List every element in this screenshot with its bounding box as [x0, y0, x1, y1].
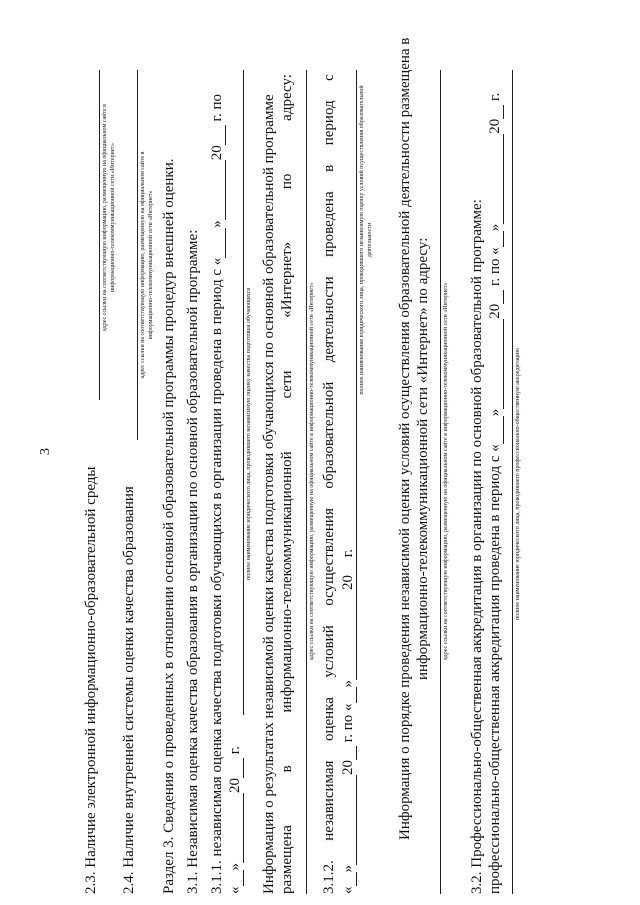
- blank-month: [341, 775, 357, 865]
- blank-day: [341, 873, 357, 887]
- quote-close: »: [340, 865, 356, 873]
- blank-year-2: [488, 105, 504, 119]
- quote-open: «: [340, 886, 356, 894]
- word: адресу:: [279, 74, 295, 121]
- item-3-1-1-text: 3.1.1. независимая оценка качества подготовки обучающихся в организации проведена в период с «: [209, 257, 225, 894]
- caption-2-3: адрес ссылки на соответствующую информацию, размещенную на официальном сайте в информационно-телекоммуникационной сети «Интернет»: [102, 104, 116, 332]
- word: независимая: [321, 760, 337, 841]
- date-to-label: г. по: [209, 93, 225, 122]
- caption-3-2: полное наименование юридического лица, проводившего профессионально-общественную аккредитацию: [515, 348, 521, 620]
- word: образовательной: [321, 381, 337, 489]
- year-prefix: 20: [487, 303, 503, 319]
- quote-close-2: »: [227, 863, 243, 871]
- year-suffix: г.: [340, 549, 356, 558]
- quote-open: «: [227, 886, 243, 894]
- quote-close-2: »: [340, 680, 356, 688]
- blank-day-2: [488, 231, 504, 247]
- caption-3-1-1: полное наименование юридического лица, проводившего независимую оценку качества подготовки обучающихся: [246, 287, 252, 580]
- item-3-1-1-line1: [210, 94, 226, 894]
- blank-month-2: [228, 793, 244, 863]
- word: по: [279, 173, 295, 190]
- info-results-line1: Информация о результатах независимой оценки качества подготовки обучающихся по основной образовательной программе: [261, 94, 277, 894]
- item-3-1: 3.1. Независимая оценка качества образования в организации по основной образовательной программе:: [185, 229, 201, 894]
- item-3-1-2-line1: [322, 74, 337, 894]
- word: осуществления: [321, 508, 337, 606]
- section-3-title: Раздел 3. Сведения о проведенных в отношении основной образовательной программы процедур внешней оценки.: [161, 158, 177, 894]
- year-prefix: 20: [209, 145, 225, 161]
- item-3-1-1-line2: [228, 746, 244, 894]
- blank-month: [210, 160, 226, 220]
- word: период: [321, 100, 337, 146]
- blank-month-2: [341, 590, 357, 680]
- blank-year: [341, 746, 357, 760]
- page-number: 3: [38, 448, 53, 455]
- word: условий: [321, 625, 337, 678]
- word: размещена: [279, 825, 295, 894]
- word: 3.1.2.: [321, 860, 337, 894]
- fill-line-3-2: [512, 70, 513, 894]
- caption-info-results: адрес ссылки на соответствующую информацию, размещенную на официальном сайте в информационно-телекоммуникационной сети «Интернет»: [309, 282, 315, 660]
- blank-year-2: [341, 561, 357, 575]
- caption-3-1-2: полное наименование юридического лица, проводившего независимую оценку условий осуществления образовательной деятельности: [359, 85, 373, 395]
- word: с: [321, 74, 337, 81]
- word: информационно-телекоммуникационной: [279, 451, 295, 713]
- item-3-2-line1: 3.2. Профессионально-общественная аккредитация в организации по основной образовательной программе:: [469, 199, 485, 894]
- word: в: [321, 164, 337, 172]
- word: в: [279, 765, 295, 773]
- item-2-3: 2.3. Наличие электронной информационно-образовательной среды: [83, 466, 99, 894]
- blank-day: [210, 228, 226, 258]
- word: проведена: [321, 191, 337, 257]
- blank-year: [210, 125, 226, 145]
- word: оценка: [321, 697, 337, 742]
- year-suffix: г.: [227, 746, 243, 755]
- blank-year: [488, 290, 504, 304]
- blank-day-2: [341, 688, 357, 704]
- item-3-1-2-line2: [341, 549, 357, 894]
- item-3-2-line2: [488, 93, 504, 894]
- year-prefix-2: 20: [340, 575, 356, 590]
- item-2-4: 2.4. Наличие внутренней системы оценки качества образования: [121, 486, 137, 894]
- date-to-label: г. по «: [340, 703, 356, 743]
- quote-close: »: [209, 220, 225, 228]
- caption-info-procedure: адрес ссылки на соответствующую информацию, размещенную на официальном сайте в информационно-телекоммуникационной сети «Интернет»: [443, 282, 449, 660]
- blank-year-2: [228, 758, 244, 778]
- fill-line-2-4: [137, 70, 138, 440]
- info-results-line2: [280, 74, 295, 894]
- fill-line-2-3: [99, 70, 100, 400]
- rotated-page: [0, 37, 640, 900]
- year-prefix-2: 20: [227, 778, 243, 793]
- info-procedure-line2: информационно-телекоммуникационной сети «Интернет» по адресу:: [415, 237, 431, 680]
- info-procedure-line1: Информация о порядке проведения независимой оценки условий осуществления образовательной деятельности размещена в: [397, 37, 413, 840]
- blank-day: [488, 416, 504, 444]
- quote-close-2: »: [487, 223, 503, 232]
- word: «Интернет»: [279, 241, 295, 318]
- blank-day-2: [228, 871, 244, 887]
- year-suffix: г.: [487, 92, 503, 101]
- year-prefix: 20: [340, 760, 356, 775]
- word: сети: [279, 370, 295, 399]
- year-prefix-2: 20: [487, 118, 503, 134]
- fill-line-3-1-2: [356, 70, 357, 590]
- item-3-2-text: профессионально-общественная аккредитация проведена в период с «: [487, 444, 503, 894]
- fill-line-3-1-1: [243, 70, 244, 715]
- word: деятельности: [321, 276, 337, 363]
- fill-line-info-results: [306, 70, 307, 894]
- caption-2-4: адрес ссылки на соответствующую информацию, размещенную на официальном сайте в информационно-телекоммуникационной сети «Интернет»: [140, 151, 154, 379]
- blank-month-2: [488, 134, 504, 224]
- fill-line-info-procedure: [440, 70, 441, 894]
- date-to-label: г. по «: [487, 247, 503, 286]
- quote-close: »: [487, 408, 503, 417]
- blank-month: [488, 319, 504, 409]
